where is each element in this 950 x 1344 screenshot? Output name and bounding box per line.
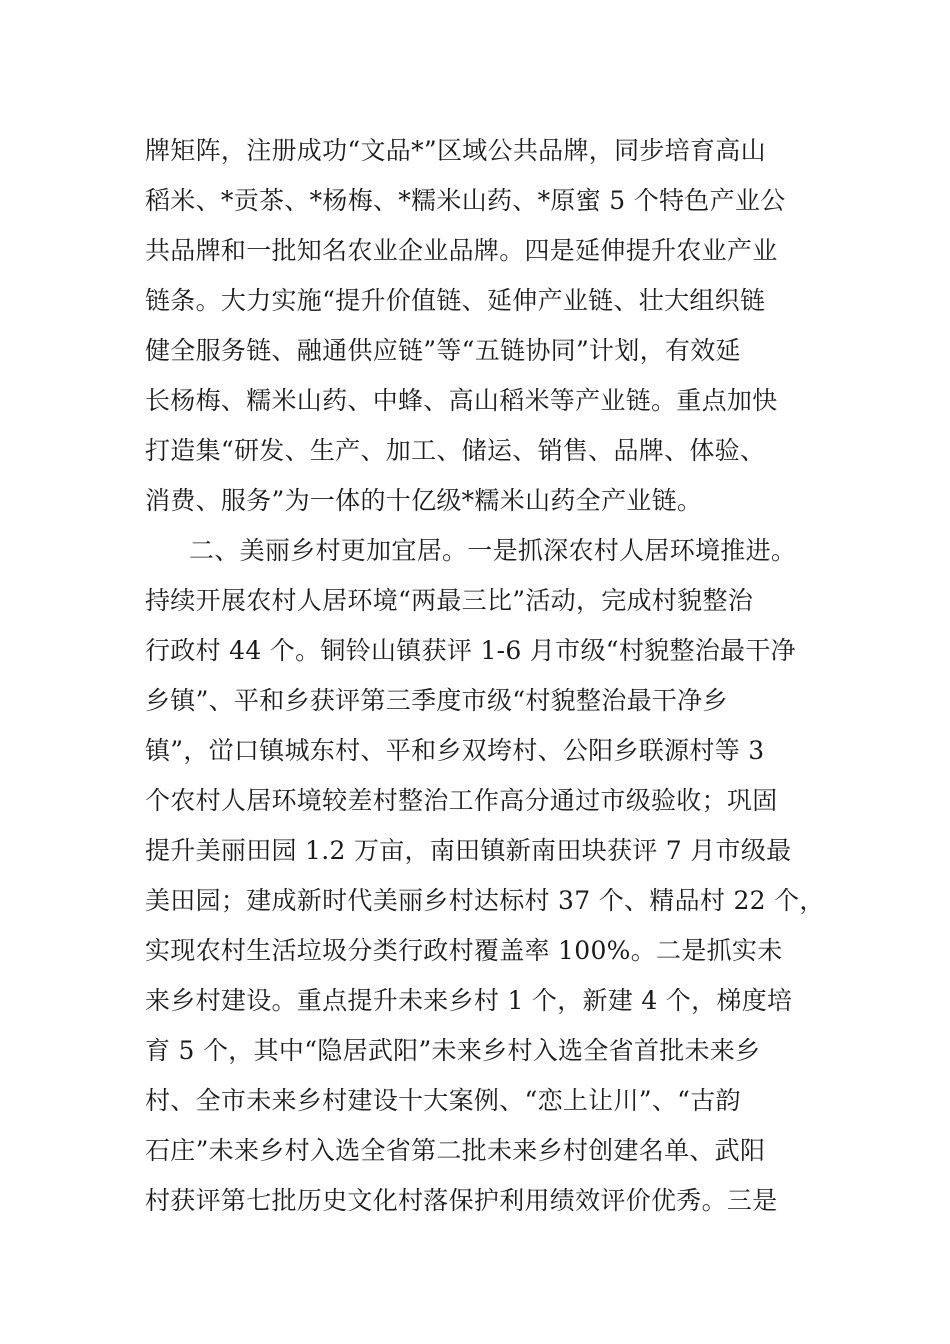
text-line: 个农村人居环境较差村整治工作高分通过市级验收；巩固: [145, 786, 778, 815]
text-line: 提升美丽田园 1.2 万亩，南田镇新南田块获评 7 月市级最: [145, 836, 792, 865]
text-line: 打造集“研发、生产、加工、储运、销售、品牌、体验、: [145, 436, 766, 465]
text-line: 乡镇”、平和乡获评第三季度市级“村貌整治最干净乡: [145, 686, 728, 715]
text-line: 来乡村建设。重点提升未来乡村 1 个，新建 4 个，梯度培: [145, 986, 793, 1015]
text-line: 稻米、*贡茶、*杨梅、*糯米山药、*原蜜 5 个特色产业公: [145, 186, 786, 215]
section-heading-line: 二、美丽乡村更加宜居。一是抓深农村人居环境推进。: [189, 536, 797, 565]
text-line: 村获评第七批历史文化村落保护利用绩效评价优秀。三是: [145, 1186, 778, 1215]
text-line: 链条。大力实施“提升价值链、延伸产业链、壮大组织链: [145, 286, 766, 315]
text-line: 镇”，峃口镇城东村、平和乡双垮村、公阳乡联源村等 3: [145, 736, 765, 765]
text-line: 长杨梅、糯米山药、中蜂、高山稻米等产业链。重点加快: [145, 386, 778, 415]
text-line: 共品牌和一批知名农业企业品牌。四是延伸提升农业产业: [145, 236, 778, 265]
text-line: 行政村 44 个。铜铃山镇获评 1-6 月市级“村貌整治最干净: [145, 636, 796, 665]
text-line: 石庄”未来乡村入选全省第二批未来乡村创建名单、武阳: [145, 1136, 766, 1165]
text-line: 育 5 个，其中“隐居武阳”未来乡村入选全省首批未来乡: [145, 1036, 761, 1065]
text-line: 实现农村生活垃圾分类行政村覆盖率 100%。二是抓实未: [145, 936, 783, 965]
text-line: 消费、服务”为一体的十亿级*糯米山药全产业链。: [145, 486, 703, 515]
text-line: 牌矩阵，注册成功“文品*”区域公共品牌，同步培育高山: [145, 136, 766, 165]
text-line: 美田园；建成新时代美丽乡村达标村 37 个、精品村 22 个，: [145, 886, 825, 915]
text-line: 健全服务链、融通供应链”等“五链协同”计划，有效延: [145, 336, 741, 365]
text-line: 村、全市未来乡村建设十大案例、“恋上让川”、“古韵: [145, 1086, 741, 1115]
text-line: 持续开展农村人居环境“两最三比”活动，完成村貌整治: [145, 586, 754, 615]
